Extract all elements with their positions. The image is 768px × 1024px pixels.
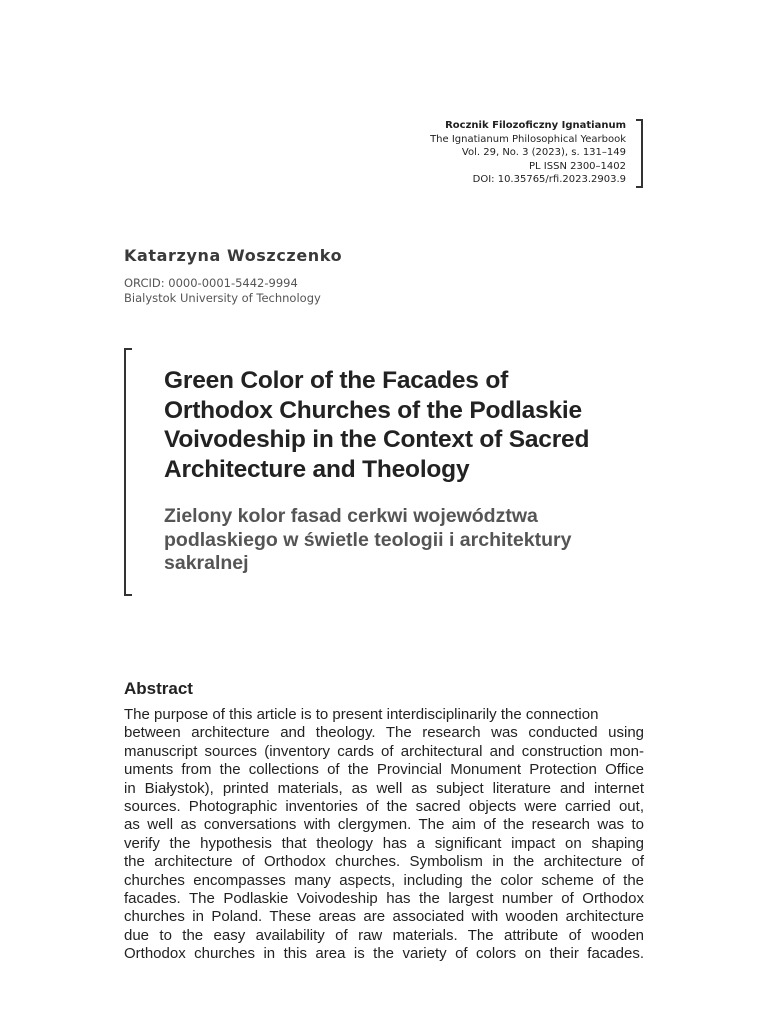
subtitle-line: sakralnej — [164, 552, 249, 574]
abstract-line: uments from the collections of the Provincial Monument Protection Office — [124, 761, 644, 779]
author-meta — [124, 276, 321, 305]
journal-issn: PL ISSN 2300–1402 — [529, 160, 626, 172]
article-title — [164, 366, 644, 484]
abstract-heading: Abstract — [124, 679, 193, 698]
abstract-line: manuscript sources (inventory cards of architectural and construction mon- — [124, 742, 644, 760]
abstract-line: churches encompasses many aspects, including the color scheme of the — [124, 871, 644, 889]
title-line: Architecture and Theology — [164, 455, 470, 483]
abstract-line: verify the hypothesis that theology has a significant impact on shaping — [124, 834, 644, 852]
subtitle-line: Zielony kolor fasad cerkwi województwa — [164, 505, 538, 527]
abstract-line: the architecture of Orthodox churches. Symbolism in the architecture of — [124, 853, 644, 871]
subtitle-line: podlaskiego w świetle teologii i architektury — [164, 528, 572, 551]
journal-name-en: The Ignatianum Philosophical Yearbook — [430, 133, 626, 145]
title-line: Green Color of the Facades of — [164, 367, 509, 394]
journal-volume: Vol. 29, No. 3 (2023), s. 131–149 — [461, 147, 626, 158]
abstract-line: sources. Photographic inventories of the sacred objects were carried out, — [124, 798, 644, 816]
journal-info — [430, 119, 626, 187]
journal-name-pl: Rocznik Filozoficzny Ignatianum — [445, 120, 626, 131]
abstract-line: facades. The Podlaskie Voivodeship has the largest number of Orthodox — [124, 890, 644, 908]
abstract-line: between architecture and theology. The research was conducted using — [124, 724, 644, 742]
abstract-line: due to the easy availability of raw materials. The attribute of wooden — [124, 926, 644, 944]
abstract-line: The purpose of this article is to present interdisciplinarily the connection — [124, 706, 599, 723]
title-bracket — [124, 348, 132, 596]
abstract-line: Orthodox churches in this area is the variety of colors on their facades. — [124, 945, 644, 963]
journal-bracket — [636, 119, 643, 188]
abstract-body — [124, 706, 644, 964]
author-orcid: ORCID: 0000-0001-5442-9994 — [124, 276, 298, 290]
abstract-line: as well as conversations with clergymen. The aim of the research was to — [124, 816, 644, 834]
author-name: Katarzyna Woszczenko — [124, 246, 343, 265]
abstract-line: in Białystok), printed materials, as well as subject literature and internet — [124, 779, 644, 797]
abstract-line: churches in Poland. These areas are associated with wooden architecture — [124, 908, 644, 926]
article-subtitle — [164, 505, 634, 576]
title-line: Orthodox Churches of the Podlaskie — [164, 396, 582, 424]
author-affiliation: Bialystok University of Technology — [124, 290, 321, 305]
title-line: Voivodeship in the Context of Sacred — [164, 426, 590, 453]
journal-doi: DOI: 10.35765/rfi.2023.2903.9 — [472, 174, 626, 185]
